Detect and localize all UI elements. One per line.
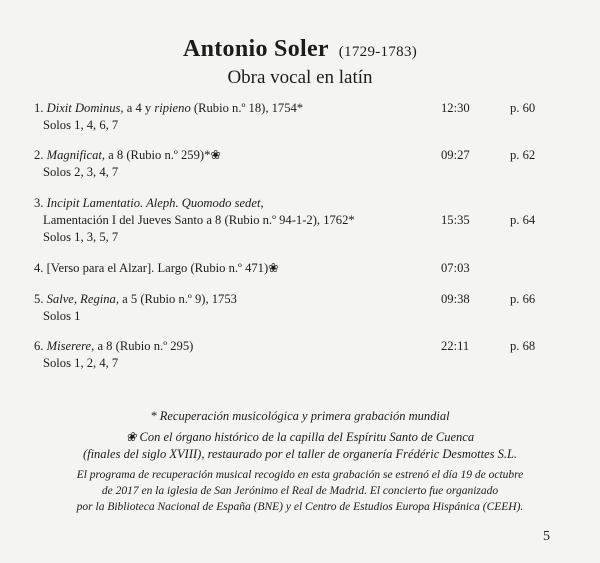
footnote-organ-line-2: (finales del siglo XVIII), restaurado por el taller de organería Frédéric Desmottes S.L. (82, 447, 518, 461)
footnote-concert-line-2: de 2017 en la iglesia de San Jerónimo el Real de Madrid. El concierto fue organizado (101, 485, 499, 497)
track-title-line (0, 291, 600, 308)
track-duration: 22:11 (441, 339, 470, 353)
track-number: 5. (34, 292, 44, 306)
page-subtitle: Obra vocal en latín (227, 67, 373, 88)
footnote-world-premiere: * Recuperación musicológica y primera grabación mundial (150, 409, 450, 423)
track-page: p. 60 (510, 101, 536, 115)
track-number: 3. (34, 196, 44, 210)
track-title-italic: Incipit Lamentatio. Aleph. Quomodo sedet, (46, 196, 264, 210)
track-duration: 12:30 (441, 101, 470, 115)
track-number: 2. (34, 148, 44, 162)
track-title-line (0, 100, 600, 117)
track-title-text: , a 8 (Rubio n.º 295) (91, 339, 194, 353)
track-title-italic: Miserere (46, 339, 92, 353)
footnote-organ (0, 429, 600, 463)
track-6 (0, 338, 600, 372)
track-page: p. 64 (510, 213, 536, 227)
track-2 (0, 147, 600, 181)
track-title-text: , a 4 y (120, 101, 155, 115)
track-title-italic: Dixit Dominus (46, 101, 121, 115)
footnote-concert (0, 467, 600, 515)
page-number: 5 (543, 529, 550, 544)
track-title-line (0, 195, 600, 212)
track-5 (0, 291, 600, 325)
composer-line (0, 36, 600, 63)
composer-name: Antonio Soler (182, 36, 329, 62)
track-title-italic: Magnificat (46, 148, 102, 162)
track-solos: Solos 1 (43, 309, 81, 323)
track-number: 4. (34, 261, 44, 275)
track-duration: 09:38 (441, 292, 470, 306)
track-duration: 07:03 (441, 261, 470, 275)
track-duration: 15:35 (441, 213, 470, 227)
track-title-text-2: (Rubio n.º 18), 1754* (190, 101, 304, 115)
track-title-text: , a 8 (Rubio n.º 259)*❀ (101, 148, 221, 162)
track-number: 6. (34, 339, 44, 353)
track-1 (0, 100, 600, 134)
track-page: p. 62 (510, 148, 536, 162)
track-solos: Solos 1, 4, 6, 7 (43, 118, 119, 132)
track-title-text: [Verso para el Alzar]. Largo (Rubio n.º 471)❀ (46, 261, 279, 275)
track-solos: Solos 1, 2, 4, 7 (43, 356, 119, 370)
track-title-line-2: Lamentación I del Jueves Santo a 8 (Rubio n.º 94-1-2), 1762* (43, 213, 355, 227)
footnotes (0, 407, 600, 515)
composer-dates: (1729-1783) (338, 44, 418, 60)
track-title-italic-2: ripieno (154, 101, 191, 115)
track-solos: Solos 2, 3, 4, 7 (43, 165, 119, 179)
track-title-line (0, 147, 600, 164)
track-page: p. 68 (510, 339, 536, 353)
track-title-line (0, 260, 600, 277)
track-solos: Solos 1, 3, 5, 7 (43, 230, 119, 244)
footnote-concert-line-1: El programa de recuperación musical recogido en esta grabación se estrenó el día 19 de octubre (76, 469, 524, 481)
track-4 (0, 260, 600, 277)
track-title-line (0, 338, 600, 355)
track-duration: 09:27 (441, 148, 470, 162)
footnote-organ-line-1: ❀ Con el órgano histórico de la capilla del Espíritu Santo de Cuenca (125, 430, 475, 444)
footnote-concert-line-3: por la Biblioteca Nacional de España (BNE) y el Centro de Estudios Europa Hispánica (CEEH). (76, 501, 524, 513)
header (0, 36, 600, 89)
track-title-text: , a 5 (Rubio n.º 9), 1753 (115, 292, 237, 306)
track-3 (0, 195, 600, 246)
track-number: 1. (34, 101, 44, 115)
track-title-italic: Salve, Regina (46, 292, 116, 306)
track-page: p. 66 (510, 292, 536, 306)
